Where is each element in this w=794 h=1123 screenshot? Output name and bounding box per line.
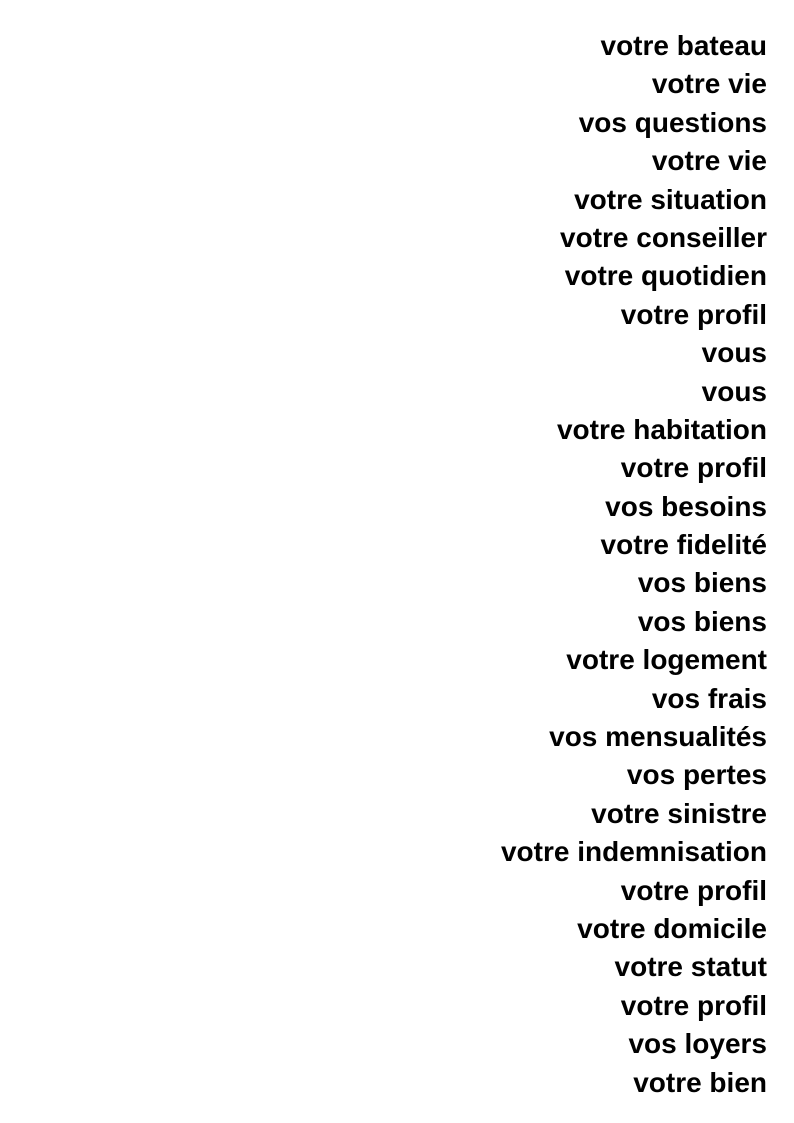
phrase-line: votre fidelité: [600, 529, 767, 561]
phrase-line: votre conseiller: [560, 221, 767, 253]
phrase-line: vos pertes: [626, 759, 767, 791]
phrase-line: votre vie: [651, 68, 767, 100]
phrase-line: vos questions: [578, 106, 767, 138]
phrase-line: votre profil: [620, 452, 767, 484]
phrase-line: votre domicile: [577, 912, 767, 944]
phrase-line: votre profil: [620, 874, 767, 906]
phrase-line: vos mensualités: [549, 721, 767, 753]
phrase-line: votre bien: [633, 1066, 767, 1098]
phrase-line: votre indemnisation: [500, 836, 767, 868]
phrase-line: vos loyers: [628, 1028, 767, 1060]
phrase-line: votre quotidien: [564, 260, 767, 292]
phrase-line: vos biens: [637, 567, 767, 599]
phrase-line: votre bateau: [600, 30, 767, 61]
phrase-line: votre situation: [574, 183, 767, 215]
phrase-line: votre profil: [620, 989, 767, 1021]
phrase-line: votre vie: [651, 145, 767, 177]
phrase-line: vos frais: [651, 682, 767, 714]
phrase-line: votre profil: [620, 298, 767, 330]
phrase-line: vous: [701, 375, 767, 407]
phrase-line: votre habitation: [556, 413, 767, 445]
phrase-line: vous: [701, 337, 767, 369]
phrase-line: votre sinistre: [591, 797, 767, 829]
phrase-line: votre statut: [614, 951, 767, 983]
phrase-list: [501, 27, 767, 1102]
phrase-line: votre logement: [566, 644, 767, 676]
phrase-line: vos biens: [637, 605, 767, 637]
phrase-line: vos besoins: [605, 490, 767, 522]
